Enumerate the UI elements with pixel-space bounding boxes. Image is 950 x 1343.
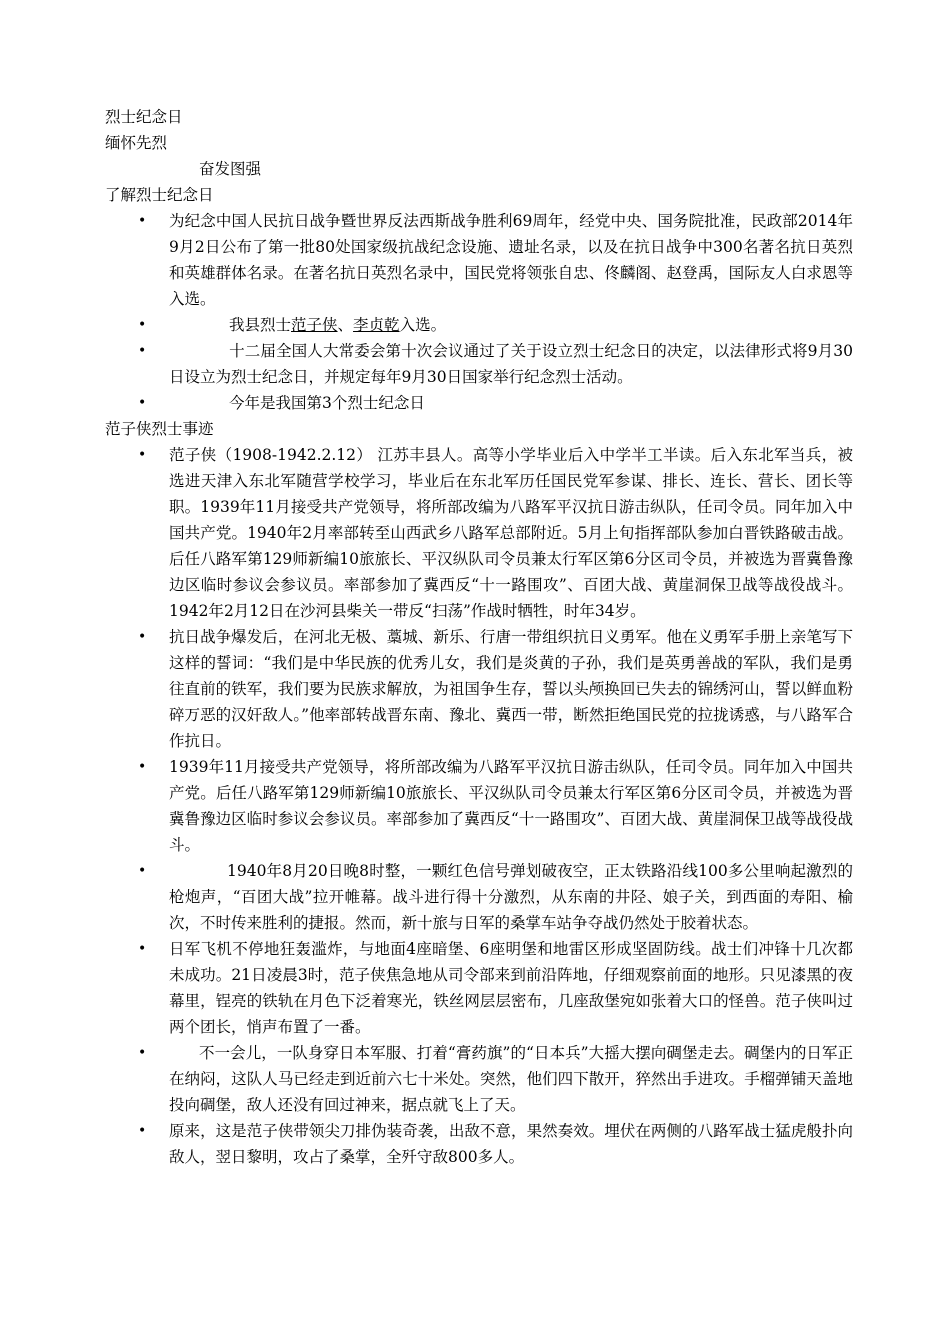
document-title: 烈士纪念日	[105, 108, 183, 126]
list-item	[105, 390, 853, 416]
list-item	[105, 1040, 853, 1118]
list-item	[105, 338, 853, 390]
list-item-text: 原来，这是范子侠带领尖刀排伪装奇袭，出敌不意，果然奏效。埋伏在两侧的八路军战士猛虎般扑向敌人，翌日黎明，攻占了桑掌，全歼守敌800多人。	[169, 1122, 853, 1166]
bullet-icon: •	[138, 941, 147, 957]
bullet-icon: •	[138, 629, 147, 645]
bullet-icon: •	[138, 863, 147, 879]
county-martyrs-separator: 、	[337, 316, 354, 334]
fan-zixia-deeds-list	[105, 442, 853, 1170]
county-martyrs-prefix: 我县烈士	[229, 316, 292, 334]
list-item	[105, 754, 853, 858]
list-item	[105, 442, 853, 624]
document-page	[105, 104, 853, 1170]
subtitle-line-1: 缅怀先烈	[105, 134, 168, 152]
list-item-text: 不一会儿，一队身穿日本军服、打着“膏药旗”的“日本兵”大摇大摆向碉堡走去。碉堡内的日军正在纳闷，这队人马已经走到近前六七十米处。突然，他们四下散开，猝然出手进攻。手榴弹铺天盖地投向碉堡，敌人还没有回过神来，据点就飞上了天。	[169, 1044, 853, 1114]
list-item-text: 为纪念中国人民抗日战争暨世界反法西斯战争胜利69周年，经党中央、国务院批准，民政部2014年9月2日公布了第一批80处国家级抗战纪念设施、遗址名录，以及在抗日战争中300名著名抗日英烈和英雄群体名录。在著名抗日英烈名录中，国民党将领张自忠、佟麟阁、赵登禹，国际友人白求恩等入选。	[169, 212, 853, 308]
list-item	[105, 624, 853, 754]
list-item-text: 1939年11月接受共产党领导，将所部改编为八路军平汉抗日游击纵队，任司令员。同年加入中国共产党。后任八路军第129师新编10旅旅长、平汉纵队司令员兼太行军区第6分区司令员，并被选为晋冀鲁豫边区临时参议会参议员。率部参加了冀西反“十一路围攻”、百团大战、黄崖洞保卫战等战役战斗。	[169, 758, 853, 854]
list-item-text: 日军飞机不停地狂轰滥炸，与地面4座暗堡、6座明堡和地雷区形成坚固防线。战士们冲锋十几次都未成功。21日凌晨3时，范子侠焦急地从司令部来到前沿阵地，仔细观察前面的地形。只见漆黑的夜幕里，锃亮的铁轨在月色下泛着寒光，铁丝网层层密布，几座敌堡宛如张着大口的怪兽。范子侠叫过两个团长，悄声布置了一番。	[169, 940, 853, 1036]
bullet-icon: •	[138, 213, 147, 229]
list-item-text: 范子侠（1908-1942.2.12） 江苏丰县人。高等小学毕业后入中学半工半读。后入东北军当兵，被选进天津入东北军随营学校学习，毕业后在东北军历任国民党军参谋、排长、连长、营长、团长等职。1939年11月接受共产党领导，将所部改编为八路军平汉抗日游击纵队，任司令员。同年加入中国共产党。1940年2月率部转至山西武乡八路军总部附近。5月上旬指挥部队参加白晋铁路破击战。后任八路军第129师新编10旅旅长、平汉纵队司令员兼太行军区第6分区司令员，并被选为晋冀鲁豫边区临时参议会参议员。率部参加了冀西反“十一路围攻”、百团大战、黄崖洞保卫战等战役战斗。1942年2月12日在沙河县柴关一带反“扫荡”作战时牺牲，时年34岁。	[169, 446, 853, 620]
bullet-icon: •	[138, 447, 147, 463]
list-item-text: 十二届全国人大常委会第十次会议通过了关于设立烈士纪念日的决定，以法律形式将9月30日设立为烈士纪念日，并规定每年9月30日国家举行纪念烈士活动。	[169, 342, 853, 386]
list-item	[105, 936, 853, 1040]
list-item	[105, 208, 853, 312]
list-item	[105, 312, 853, 338]
martyr-link-fan-zixia[interactable]: 范子侠	[291, 316, 338, 334]
bullet-icon: •	[138, 395, 147, 411]
list-item-text: 抗日战争爆发后，在河北无极、藁城、新乐、行唐一带组织抗日义勇军。他在义勇军手册上亲笔写下这样的誓词：“我们是中华民族的优秀儿女，我们是炎黄的子孙，我们是英勇善战的军队，我们是勇往直前的铁军，我们要为民族求解放，为祖国争生存，誓以头颅换回已失去的锦绣河山，誓以鲜血粉碎万恶的汉奸敌人。”他率部转战晋东南、豫北、冀西一带，断然拒绝国民党的拉拢诱惑，与八路军合作抗日。	[169, 628, 853, 750]
martyr-link-li-zhenqian[interactable]: 李贞乾	[353, 316, 400, 334]
list-item-text: 今年是我国第3个烈士纪念日	[229, 394, 425, 412]
memorial-day-list	[105, 208, 853, 416]
list-item-text: 1940年8月20日晚8时整，一颗红色信号弹划破夜空，正太铁路沿线100多公里响起激烈的枪炮声，“百团大战”拉开帷幕。战斗进行得十分激烈，从东南的井陉、娘子关，到西面的寿阳、榆次，不时传来胜利的捷报。然而，新十旅与日军的桑掌车站争夺战仍然处于胶着状态。	[169, 862, 853, 932]
county-martyrs-suffix: 入选。	[399, 316, 447, 334]
bullet-icon: •	[138, 759, 147, 775]
subtitle-line-2: 奋发图强	[199, 160, 262, 178]
list-item	[105, 1118, 853, 1170]
bullet-icon: •	[138, 1045, 147, 1061]
section-heading-memorial-day: 了解烈士纪念日	[105, 186, 214, 204]
bullet-icon: •	[138, 317, 147, 333]
bullet-icon: •	[138, 1123, 147, 1139]
section-heading-fan-zixia-deeds: 范子侠烈士事迹	[105, 420, 214, 438]
bullet-icon: •	[138, 343, 147, 359]
list-item	[105, 858, 853, 936]
